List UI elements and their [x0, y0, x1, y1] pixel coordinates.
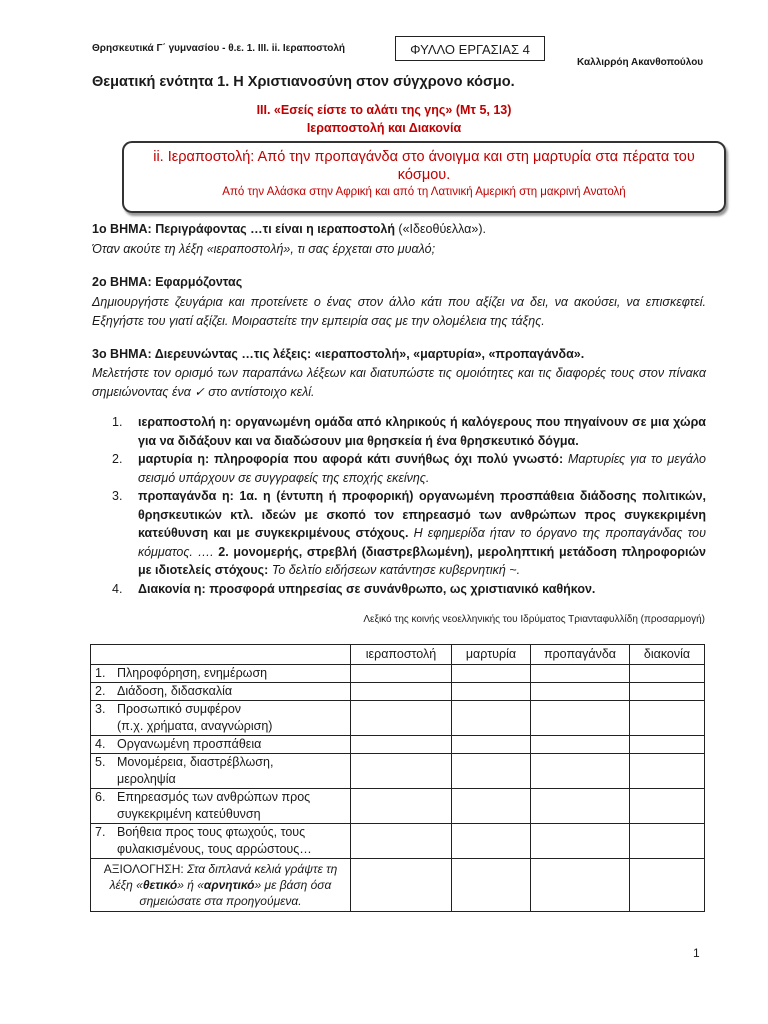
- definition-text: οργανωμένη ομάδα από κληρικούς ή καλόγερους που πηγαίνουν σε μια χώρα για να διδάξουν και να διαδώσουν μια θρησκεία ή ένα θρησκευτικό δόγμα.: [138, 415, 706, 448]
- check-cell[interactable]: [452, 701, 531, 736]
- check-cell[interactable]: [351, 665, 452, 683]
- step1-heading: [92, 222, 486, 236]
- evaluation-label: [91, 859, 351, 912]
- row-label-text-2: φυλακισμένους, τους αρρώστους…: [117, 842, 312, 856]
- step3-text: Μελετήστε τον ορισμό των παραπάνω λέξεων και διατυπώστε τις ομοιότητες και τις διαφορές τους στον πίνακα σημειώνοντας ένα ✓ στο αντίστοιχο κελί.: [92, 366, 706, 399]
- evaluation-cell[interactable]: [351, 859, 452, 912]
- check-cell[interactable]: [351, 824, 452, 859]
- check-cell[interactable]: [531, 736, 630, 754]
- check-cell[interactable]: [630, 789, 705, 824]
- definition-number: 4.: [112, 581, 123, 596]
- check-cell[interactable]: [351, 683, 452, 701]
- definition-item: [92, 413, 706, 450]
- definitions-list: [92, 413, 706, 598]
- definition-term: ιεραποστολή η:: [138, 415, 232, 429]
- table-row: [91, 683, 705, 701]
- dictionary-source: Λεξικό της κοινής νεοελληνικής του Ιδρύματος Τριανταφυλλίδη (προσαρμογή): [363, 614, 705, 625]
- evaluation-positive: θετικό: [142, 878, 178, 892]
- row-number: 4.: [95, 737, 106, 751]
- row-label-text-2: συγκεκριμένη κατεύθυνση: [117, 807, 261, 821]
- row-label-text-2: (π.χ. χρήματα, αναγνώριση): [117, 719, 273, 733]
- column-header: ιεραποστολή: [351, 645, 452, 665]
- column-header: διακονία: [630, 645, 705, 665]
- check-cell[interactable]: [452, 824, 531, 859]
- table-row: [91, 736, 705, 754]
- check-cell[interactable]: [531, 665, 630, 683]
- check-cell[interactable]: [351, 789, 452, 824]
- lesson-title: ii. Ιεραποστολή: Από την προπαγάνδα στο άνοιγμα και στη μαρτυρία στα πέρατα του κόσμου.: [153, 149, 695, 183]
- check-cell[interactable]: [351, 701, 452, 736]
- row-label-text: Μονομέρεια, διαστρέβλωση,: [117, 755, 274, 769]
- check-cell[interactable]: [351, 754, 452, 789]
- evaluation-mid: » ή «: [177, 878, 204, 892]
- definition-example: Μαρτυρίες για το μεγάλο σεισμό υπάρχουν σε συγγραφείς της εποχής εκείνης.: [138, 452, 706, 485]
- row-number: 2.: [95, 684, 106, 698]
- table-row: [91, 789, 705, 824]
- check-cell[interactable]: [531, 789, 630, 824]
- definition-term: μαρτυρία η:: [138, 452, 210, 466]
- lesson-subtitle: Από την Αλάσκα στην Αφρική και από τη Λατινική Αμερική στη μακρινή Ανατολή: [222, 186, 626, 198]
- row-label: [91, 824, 351, 859]
- step2-heading: 2ο ΒΗΜΑ: Εφαρμόζοντας: [92, 275, 243, 289]
- course-label: Θρησκευτικά Γ΄ γυμνασίου - θ.ε. 1. ΙΙΙ. ii. Ιεραποστολή: [92, 43, 345, 54]
- row-label: [91, 665, 351, 683]
- check-cell[interactable]: [630, 683, 705, 701]
- step1-heading-tail: («Ιδεοθύελλα»).: [394, 222, 486, 236]
- check-cell[interactable]: [630, 754, 705, 789]
- definition-text: 1α. η (έντυπη ή προφορική) οργανωμένη προσπάθεια διάδοσης πολιτικών, θρησκευτικών κτλ. ιδεών με σκοπό τον επηρεασμό των ανθρώπων προς συγκεκριμένη κατεύθυνση και με συγκεκριμένους στόχους.: [138, 489, 706, 540]
- table-row: [91, 754, 705, 789]
- row-label-text-2: μεροληψία: [117, 772, 176, 786]
- evaluation-negative: αρνητικό: [203, 878, 255, 892]
- column-header: μαρτυρία: [452, 645, 531, 665]
- row-number: 1.: [95, 666, 106, 680]
- definition-text: προσφορά υπηρεσίας σε συνάνθρωπο, ως χριστιανικό καθήκον.: [205, 581, 596, 596]
- row-number: 5.: [95, 755, 106, 769]
- evaluation-row: [91, 859, 705, 912]
- definition-term: Διακονία η:: [138, 581, 206, 596]
- worksheet-title-box: ΦΥΛΛΟ ΕΡΓΑΣΙΑΣ 4: [395, 36, 545, 61]
- section-title: ΙΙΙ. «Εσείς είστε το αλάτι της γης» (Μτ 5, 13): [256, 103, 512, 117]
- evaluation-cell[interactable]: [452, 859, 531, 912]
- unit-title: Θεματική ενότητα 1. Η Χριστιανοσύνη στον σύγχρονο κόσμο.: [92, 74, 515, 90]
- step3-heading: 3ο ΒΗΜΑ: Διερευνώντας …τις λέξεις: «ιεραποστολή», «μαρτυρία», «προπαγάνδα».: [92, 347, 585, 361]
- definition-item: [92, 580, 706, 599]
- evaluation-cell[interactable]: [630, 859, 705, 912]
- row-number: 6.: [95, 790, 106, 804]
- row-label: [91, 736, 351, 754]
- check-cell[interactable]: [351, 736, 452, 754]
- evaluation-text: Στα διπλανά κελιά γράψτε τη λέξη «: [109, 862, 338, 892]
- definition-text-2: 2. μονομερής, στρεβλή (διαστρεβλωμένη), μεροληπτική μετάδοση πληροφοριών με ιδιοτελείς στόχους:: [138, 544, 706, 577]
- check-cell[interactable]: [452, 754, 531, 789]
- check-cell[interactable]: [630, 701, 705, 736]
- step1-heading-text: 1ο ΒΗΜΑ: Περιγράφοντας …τι είναι η ιεραποστολή: [92, 222, 395, 236]
- row-label-text: Προσωπικό συμφέρον: [117, 702, 242, 716]
- check-cell[interactable]: [452, 789, 531, 824]
- check-cell[interactable]: [630, 824, 705, 859]
- row-label-text: Επηρεασμός των ανθρώπων προς: [117, 790, 311, 804]
- row-label-text: Πληροφόρηση, ενημέρωση: [117, 666, 268, 680]
- table-row: [91, 665, 705, 683]
- definition-example: Η εφημερίδα ήταν το όργανο της προπαγάνδας του κόμματος. ….: [138, 526, 706, 559]
- page-number: 1: [693, 946, 700, 960]
- check-cell[interactable]: [630, 665, 705, 683]
- comparison-table: [90, 644, 705, 912]
- check-cell[interactable]: [452, 665, 531, 683]
- check-cell[interactable]: [531, 683, 630, 701]
- definition-item: [92, 450, 706, 487]
- definition-term: προπαγάνδα η:: [138, 489, 234, 503]
- check-cell[interactable]: [531, 824, 630, 859]
- definition-item: [92, 487, 706, 580]
- row-label-text: Διάδοση, διδασκαλία: [117, 684, 233, 698]
- row-label-text: Οργανωμένη προσπάθεια: [117, 737, 262, 751]
- row-label: [91, 701, 351, 736]
- check-cell[interactable]: [531, 701, 630, 736]
- check-cell[interactable]: [452, 683, 531, 701]
- row-label: [91, 789, 351, 824]
- row-number: 3.: [95, 702, 106, 716]
- table-corner-cell: [91, 645, 351, 665]
- section-subtitle: Ιεραποστολή και Διακονία: [306, 121, 462, 135]
- table-row: [91, 701, 705, 736]
- definition-example-2: Το δελτίο ειδήσεων κατάντησε κυβερνητική ~.: [268, 563, 521, 577]
- table-row: [91, 824, 705, 859]
- check-cell[interactable]: [630, 736, 705, 754]
- definition-number: 2.: [112, 452, 123, 466]
- evaluation-head: ΑΞΙΟΛΟΓΗΣΗ:: [103, 862, 184, 876]
- row-label: [91, 754, 351, 789]
- evaluation-cell[interactable]: [531, 859, 630, 912]
- row-label: [91, 683, 351, 701]
- lesson-title-box: [122, 141, 726, 213]
- row-label-text: Βοήθεια προς τους φτωχούς, τους: [117, 825, 306, 839]
- step1-text: Όταν ακούτε τη λέξη «ιεραποστολή», τι σας έρχεται στο μυαλό;: [92, 242, 436, 256]
- column-header: προπαγάνδα: [531, 645, 630, 665]
- evaluation-text-2: » με βάση όσα σημειώσατε στα προηγούμενα.: [139, 878, 332, 908]
- row-number: 7.: [95, 825, 106, 839]
- check-cell[interactable]: [531, 754, 630, 789]
- author-name: Καλλιρρόη Ακανθοπούλου: [577, 57, 704, 68]
- definition-number: 1.: [112, 415, 123, 429]
- table-header-row: [91, 645, 705, 665]
- definition-text: πληροφορία που αφορά κάτι συνήθως όχι πολύ γνωστό:: [209, 452, 564, 466]
- check-cell[interactable]: [452, 736, 531, 754]
- definition-number: 3.: [112, 489, 123, 503]
- step2-text: Δημιουργήστε ζευγάρια και προτείνετε ο ένας στον άλλο κάτι που αξίζει να δει, να ακούσει, να επισκεφτεί. Εξηγήστε του γιατί αξίζει. Μοιραστείτε την εμπειρία σας με την ολομέλεια της τάξης.: [92, 295, 706, 328]
